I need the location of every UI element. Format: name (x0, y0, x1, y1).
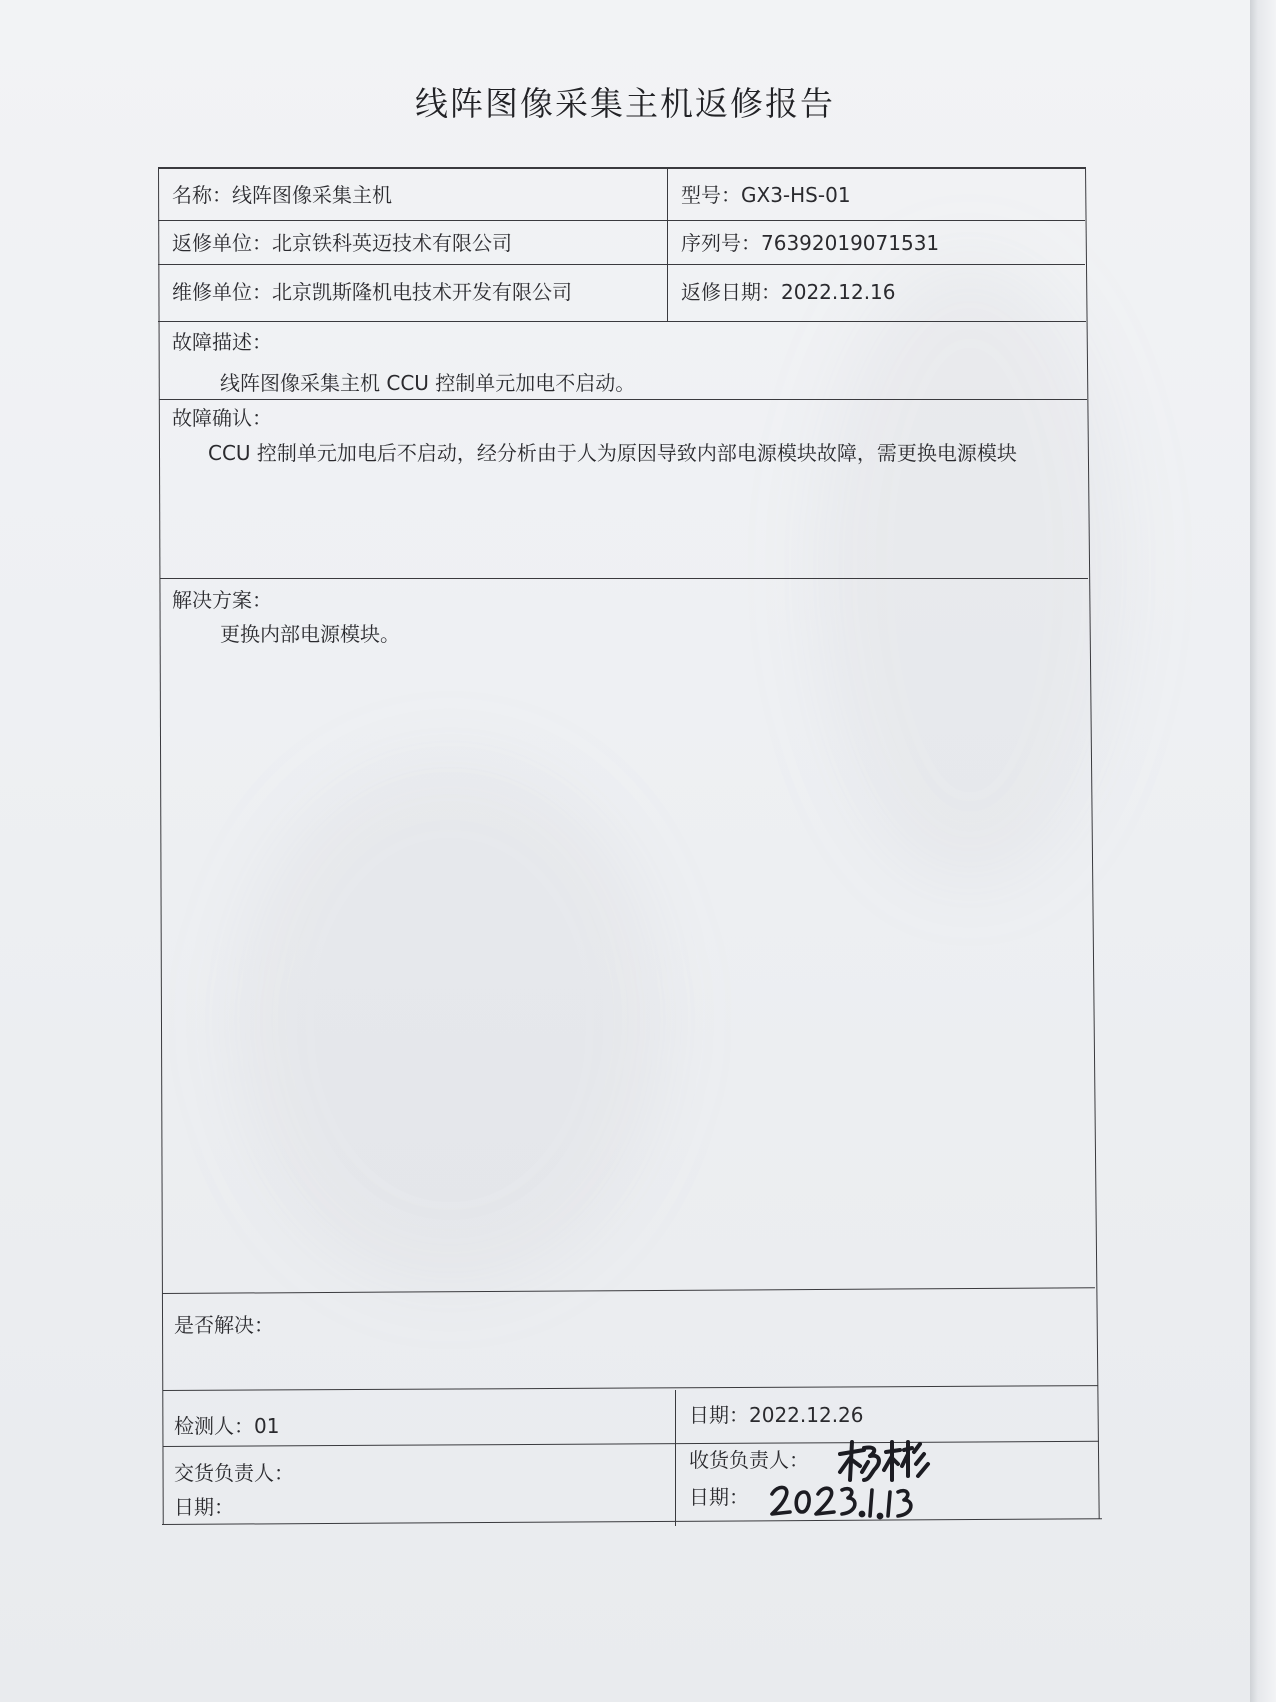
model-number: 型号：GX3-HS-01 (681, 183, 851, 207)
table-row-divider (158, 264, 1085, 265)
receive-date-handwriting (768, 1480, 918, 1528)
table-column-divider (675, 1390, 676, 1526)
receiver-label: 收货负责人： (689, 1448, 809, 1472)
fault-description-label: 故障描述： (172, 330, 272, 354)
fault-confirmation-label: 故障确认： (172, 406, 272, 430)
paper-shadow-b (820, 260, 1120, 880)
table-row-divider (158, 321, 1086, 322)
repair-unit: 维修单位：北京凯斯隆机电技术开发有限公司 (172, 280, 572, 304)
table-border-top (158, 167, 1085, 169)
return-unit: 返修单位：北京铁科英迈技术有限公司 (172, 231, 512, 255)
inspection-date: 日期：2022.12.26 (689, 1403, 864, 1427)
table-row-divider (158, 220, 1085, 221)
delivery-person: 交货负责人： (174, 1461, 294, 1485)
delivery-date: 日期： (174, 1495, 234, 1519)
table-row-divider (159, 399, 1087, 400)
receive-date-label: 日期： (689, 1485, 749, 1509)
fault-confirmation-text: CCU 控制单元加电后不启动，经分析由于人为原因导致内部电源模块故障，需更换电源模块 (208, 441, 1017, 465)
report-title: 线阵图像采集主机返修报告 (415, 84, 835, 123)
resolved-label: 是否解决： (174, 1313, 274, 1337)
serial-number: 序列号：76392019071531 (681, 231, 940, 255)
solution-label: 解决方案： (172, 588, 272, 612)
paper-edge-shadow (1250, 0, 1276, 1702)
product-name: 名称：线阵图像采集主机 (172, 183, 392, 207)
table-column-divider (667, 168, 668, 322)
solution-text: 更换内部电源模块。 (220, 622, 400, 646)
table-row-divider (160, 578, 1088, 579)
fault-description-text: 线阵图像采集主机 CCU 控制单元加电不启动。 (220, 371, 636, 395)
return-date: 返修日期：2022.12.16 (681, 280, 896, 304)
inspector: 检测人：01 (174, 1414, 280, 1438)
paper-shadow-a (240, 760, 660, 1280)
